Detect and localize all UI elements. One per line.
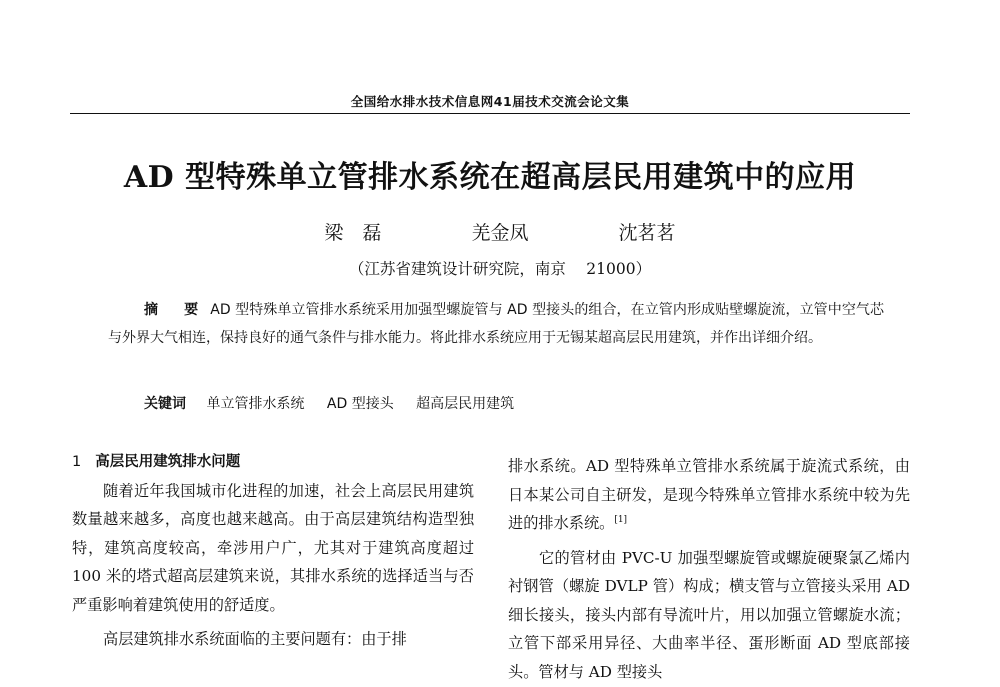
section-heading — [72, 448, 474, 477]
keyword: 单立管排水系统 — [206, 396, 305, 412]
author-name: 沈茗茗 — [618, 222, 676, 244]
abstract — [108, 296, 884, 352]
body-paragraph — [508, 452, 910, 538]
body-paragraph: 它的管材由 PVC-U 加强型螺旋管或螺旋硬聚氯乙烯内衬钢管（螺旋 DVLP 管）构成；横支管与立管接头采用 AD 细长接头，接头内部有导流叶片，用以加强立管螺旋水流；立管下部采用异径、大曲率半径、蛋形断面 AD 型底部接头。管材与 AD 型接头 — [508, 548, 910, 681]
keyword: 超高层民用建筑 — [416, 396, 515, 412]
affiliation: （江苏省建筑设计研究院，南京 21000） — [348, 260, 652, 278]
paragraph-text: 排水系统。AD 型特殊单立管排水系统属于旋流式系统，由日本某公司自主研发，是现今特殊单立管排水系统中较为先进的排水系统。 — [508, 457, 910, 532]
author-list — [0, 218, 1000, 245]
keywords — [144, 393, 884, 413]
section-title: 高层民用建筑排水问题 — [95, 454, 241, 470]
keywords-label: 关键词 — [144, 396, 186, 412]
right-column — [508, 452, 910, 686]
left-column — [72, 448, 474, 654]
abstract-text: AD 型特殊单立管排水系统采用加强型螺旋管与 AD 型接头的组合，在立管内形成贴壁螺旋流，立管中空气芯与外界大气相连，保持良好的通气条件与排水能力。将此排水系统应用于无锡某超高层民用建筑，并作出详细介绍。 — [108, 302, 884, 346]
author-name: 梁 磊 — [324, 222, 382, 244]
abstract-label: 摘 要 — [144, 302, 205, 318]
body-paragraph: 随着近年我国城市化进程的加速，社会上高层民用建筑数量越来越多，高度也越来越高。由于高层建筑结构造型独特，建筑高度较高，牵涉用户广，尤其对于建筑高度超过 100 米的塔式超高层建筑来说，其排水系统的选择适当与否严重影响着建筑使用的舒适度。 — [72, 481, 474, 614]
header-rule — [70, 113, 910, 114]
keyword: AD 型接头 — [326, 396, 394, 412]
running-header: 全国给水排水技术信息网41届技术交流会论文集 — [350, 94, 630, 109]
author-name: 羌金凤 — [471, 222, 529, 244]
paper-title: AD 型特殊单立管排水系统在超高层民用建筑中的应用 — [123, 160, 857, 195]
body-paragraph: 高层建筑排水系统面临的主要问题有：由于排 — [103, 630, 407, 648]
section-number: 1 — [72, 454, 82, 470]
citation-ref[interactable]: [1] — [614, 514, 628, 525]
